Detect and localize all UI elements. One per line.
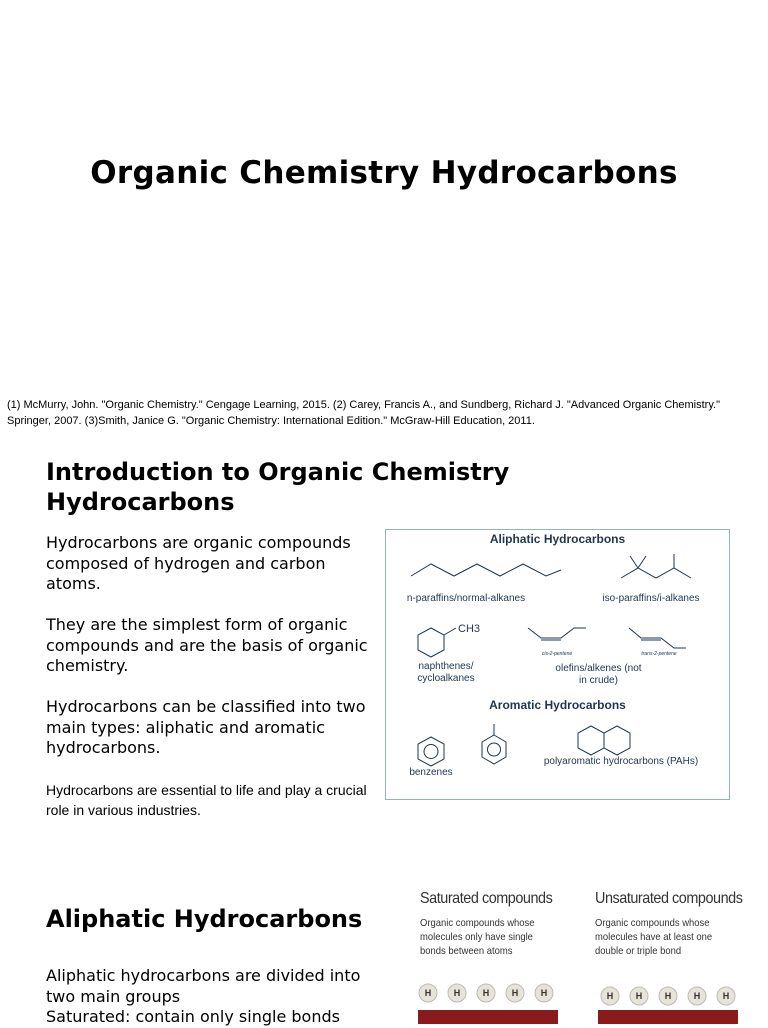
pahs-label: polyaromatic hydrocarbons (PAHs) — [543, 756, 699, 767]
atom-label: H — [424, 988, 432, 998]
n-alkane-structure — [411, 564, 561, 576]
n-paraffins-label: n-paraffins/normal-alkanes — [406, 593, 526, 604]
aliphatic-heading: Aliphatic Hydrocarbons — [46, 905, 363, 933]
naphthalene-structure — [578, 726, 604, 755]
saturated-title: Saturated compounds — [420, 890, 553, 907]
trans-label: trans-2-pentene — [641, 651, 677, 657]
aromatic-title: Aromatic Hydrocarbons — [489, 698, 626, 712]
atom-label: H — [664, 991, 672, 1001]
aliphatic-paragraph: Aliphatic hydrocarbons are divided into two main groups — [46, 966, 361, 1006]
saturated-panel — [420, 890, 590, 958]
trans-pentene-structure — [629, 628, 686, 648]
cis-label: cis-2-pentene — [541, 651, 573, 657]
aliphatic-title: Aliphatic Hydrocarbons — [489, 532, 626, 546]
unsaturated-panel — [595, 890, 765, 958]
iso-alkane-structure — [621, 568, 691, 578]
saturated-description: Organic compounds whose molecules only have single bonds between atoms — [420, 917, 535, 957]
cyclohexane-structure — [418, 628, 444, 657]
references: (1) McMurry, John. "Organic Chemistry." Cengage Learning, 2015. (2) Carey, Francis A., and Sundberg, Richard J. "Advanced Organic Chemistry." Springer, 2007. (3)Smith, Janice G. "Organic Chemistry: International Edition." McGraw-Hill Education, 2011. — [7, 399, 720, 427]
atom-label: H — [482, 988, 490, 998]
benzenes-label: benzenes — [409, 767, 453, 778]
atom-label: H — [693, 991, 701, 1001]
ch3-label: CH3 — [458, 623, 481, 635]
molecule-models — [410, 980, 750, 1024]
atom-label: H — [635, 991, 643, 1001]
benzene-structure — [418, 737, 444, 766]
iso-paraffins-label: iso-paraffins/i-alkanes — [602, 593, 700, 604]
cis-pentene-structure — [528, 628, 586, 638]
unsaturated-title: Unsaturated compounds — [595, 890, 743, 907]
atom-label: H — [722, 991, 730, 1001]
toluene-structure — [482, 735, 506, 764]
intro-paragraph-4: Hydrocarbons are essential to life and play a crucial role in various industries. — [46, 782, 367, 818]
aliphatic-paragraph-2: Saturated: contain only single bonds — [46, 1007, 340, 1026]
slide-title: Organic Chemistry Hydrocarbons — [90, 155, 678, 191]
intro-heading: Introduction to Organic Chemistry Hydrocarbons — [46, 458, 510, 516]
atom-label: H — [453, 988, 461, 998]
atom-label: H — [540, 988, 548, 998]
molecule-model-illustration — [410, 980, 750, 1024]
atom-label: H — [606, 991, 614, 1001]
olefins-label: olefins/alkenes (not in crude) — [555, 663, 642, 686]
intro-paragraph-3: Hydrocarbons can be classified into two main types: aliphatic and aromatic hydrocarbons. — [46, 697, 366, 757]
atom-label: H — [511, 988, 519, 998]
intro-paragraph-1: Hydrocarbons are organic compounds composed of hydrogen and carbon atoms. — [46, 533, 351, 593]
naphthenes-label: naphthenes/ cycloalkanes — [417, 661, 475, 684]
hydrocarbon-classification-figure — [385, 529, 730, 800]
unsaturated-description: Organic compounds whose molecules have at least one double or triple bond — [595, 917, 713, 957]
intro-paragraph-2: They are the simplest form of organic compounds and are the basis of organic chemistry. — [46, 615, 368, 675]
